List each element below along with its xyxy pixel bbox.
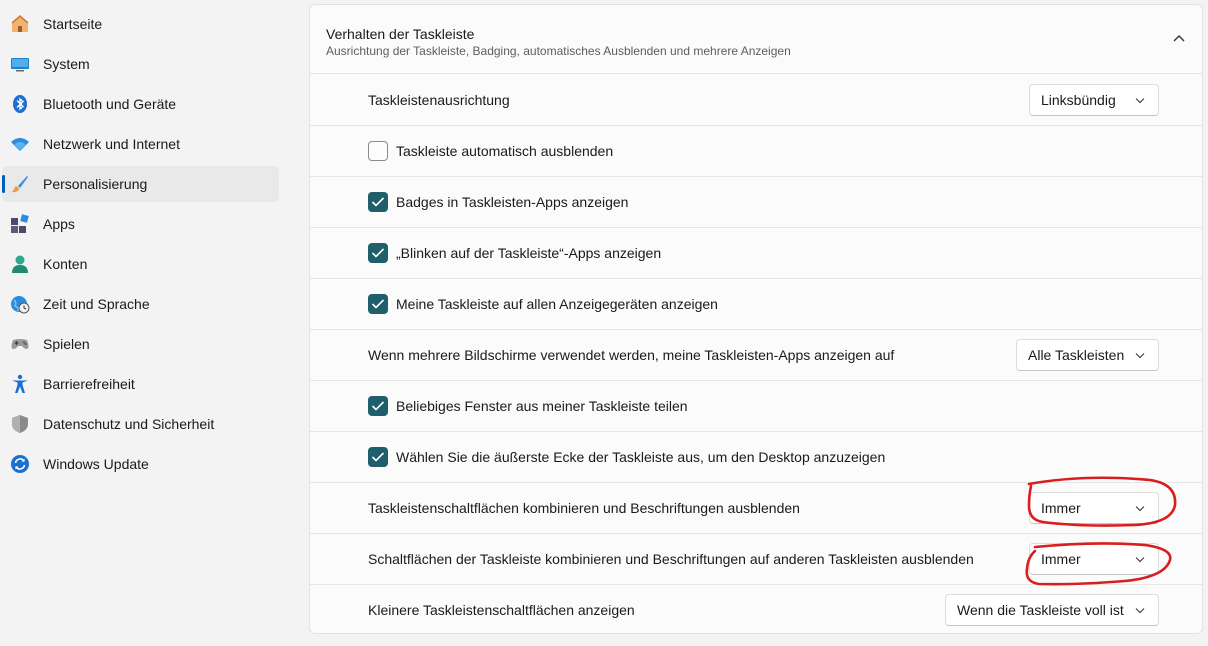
chevron-down-icon bbox=[1135, 607, 1145, 614]
shield-icon bbox=[10, 414, 30, 434]
sidebar-item-windows-update[interactable] bbox=[2, 446, 279, 482]
sidebar-item-label: Datenschutz und Sicherheit bbox=[43, 416, 215, 432]
accessibility-icon bbox=[10, 374, 30, 394]
brush-icon bbox=[10, 174, 30, 194]
sidebar-item-barrierefreiheit[interactable] bbox=[2, 366, 279, 402]
apps-icon bbox=[10, 214, 30, 234]
checkmark-icon bbox=[371, 298, 385, 310]
badges-checkbox[interactable] bbox=[368, 192, 388, 212]
section-subtitle: Ausrichtung der Taskleiste, Badging, automatisches Ausblenden und mehrere Anzeigen bbox=[326, 44, 791, 58]
sidebar-item-datenschutz[interactable] bbox=[2, 406, 279, 442]
corner-desktop-checkbox[interactable] bbox=[368, 447, 388, 467]
sidebar-item-apps[interactable] bbox=[2, 206, 279, 242]
chevron-down-icon bbox=[1135, 505, 1145, 512]
windows-update-icon bbox=[10, 454, 30, 474]
setting-row-corner-desktop bbox=[310, 432, 1202, 483]
setting-row-auto-hide bbox=[310, 126, 1202, 177]
sidebar-item-konten[interactable] bbox=[2, 246, 279, 282]
all-displays-checkbox[interactable] bbox=[368, 294, 388, 314]
dropdown-value: Wenn die Taskleiste voll ist bbox=[957, 602, 1124, 618]
sidebar-item-label: Bluetooth und Geräte bbox=[43, 96, 177, 112]
sidebar-item-label: Netzwerk und Internet bbox=[43, 136, 180, 152]
account-icon bbox=[10, 254, 30, 274]
setting-row-alignment bbox=[310, 75, 1202, 126]
checkmark-icon bbox=[371, 400, 385, 412]
sidebar-item-startseite[interactable] bbox=[2, 6, 279, 42]
setting-row-combine-other bbox=[310, 534, 1202, 585]
sidebar-item-label: Windows Update bbox=[43, 456, 149, 472]
combine-other-dropdown[interactable] bbox=[1029, 543, 1159, 575]
sidebar-item-label: Barrierefreiheit bbox=[43, 376, 135, 392]
setting-row-share-window bbox=[310, 381, 1202, 432]
sidebar-item-label: Zeit und Sprache bbox=[43, 296, 150, 312]
setting-label: Wählen Sie die äußerste Ecke der Taskleiste aus, um den Desktop anzuzeigen bbox=[396, 449, 886, 465]
flashing-checkbox[interactable] bbox=[368, 243, 388, 263]
sidebar-item-system[interactable] bbox=[2, 46, 279, 82]
setting-label: Wenn mehrere Bildschirme verwendet werden, meine Taskleisten-Apps anzeigen auf bbox=[368, 347, 895, 363]
setting-row-multi-monitor bbox=[310, 330, 1202, 381]
small-buttons-dropdown[interactable] bbox=[945, 594, 1159, 626]
sidebar-item-label: Konten bbox=[43, 256, 88, 272]
sidebar-item-spielen[interactable] bbox=[2, 326, 279, 362]
sidebar-item-bluetooth[interactable] bbox=[2, 86, 279, 122]
globe-clock-icon bbox=[10, 294, 30, 314]
sidebar-item-zeit[interactable] bbox=[2, 286, 279, 322]
home-icon bbox=[10, 14, 30, 34]
setting-label: Schaltflächen der Taskleiste kombinieren und Beschriftungen auf anderen Taskleisten ausblenden bbox=[368, 551, 974, 567]
sidebar-item-personalisierung[interactable] bbox=[2, 166, 279, 202]
chevron-down-icon bbox=[1135, 97, 1145, 104]
combine-dropdown[interactable] bbox=[1029, 492, 1159, 524]
setting-label: Beliebiges Fenster aus meiner Taskleiste teilen bbox=[396, 398, 688, 414]
auto-hide-checkbox[interactable] bbox=[368, 141, 388, 161]
sidebar-item-label: Apps bbox=[43, 216, 75, 232]
sidebar-item-label: System bbox=[43, 56, 90, 72]
dropdown-value: Alle Taskleisten bbox=[1028, 347, 1125, 363]
wifi-icon bbox=[10, 134, 30, 154]
dropdown-value: Immer bbox=[1041, 551, 1081, 567]
section-title: Verhalten der Taskleiste bbox=[326, 26, 475, 42]
sidebar-item-label: Startseite bbox=[43, 16, 103, 32]
sidebar-item-netzwerk[interactable] bbox=[2, 126, 279, 162]
setting-label: Taskleiste automatisch ausblenden bbox=[396, 143, 614, 159]
setting-row-flashing bbox=[310, 228, 1202, 279]
setting-label: Taskleistenausrichtung bbox=[368, 92, 510, 108]
sidebar-nav bbox=[0, 0, 290, 646]
setting-label: Taskleistenschaltflächen kombinieren und Beschriftungen ausblenden bbox=[368, 500, 800, 516]
chevron-up-icon[interactable] bbox=[1172, 33, 1186, 43]
setting-label: Badges in Taskleisten-Apps anzeigen bbox=[396, 194, 629, 210]
setting-label: „Blinken auf der Taskleiste“-Apps anzeigen bbox=[396, 245, 662, 261]
setting-label: Kleinere Taskleistenschaltflächen anzeigen bbox=[368, 602, 635, 618]
gamepad-icon bbox=[10, 334, 30, 354]
bluetooth-icon bbox=[10, 94, 30, 114]
multi-monitor-dropdown[interactable] bbox=[1016, 339, 1159, 371]
setting-row-small-buttons bbox=[310, 585, 1202, 634]
chevron-down-icon bbox=[1135, 352, 1145, 359]
share-window-checkbox[interactable] bbox=[368, 396, 388, 416]
setting-row-combine bbox=[310, 483, 1202, 534]
setting-row-badges bbox=[310, 177, 1202, 228]
alignment-dropdown[interactable] bbox=[1029, 84, 1159, 116]
sidebar-item-label: Spielen bbox=[43, 336, 90, 352]
chevron-down-icon bbox=[1135, 556, 1145, 563]
dropdown-value: Linksbündig bbox=[1041, 92, 1116, 108]
checkmark-icon bbox=[371, 247, 385, 259]
taskbar-behavior-panel bbox=[309, 4, 1203, 634]
checkmark-icon bbox=[371, 451, 385, 463]
setting-row-all-displays bbox=[310, 279, 1202, 330]
sidebar-item-label: Personalisierung bbox=[43, 176, 148, 192]
dropdown-value: Immer bbox=[1041, 500, 1081, 516]
system-monitor-icon bbox=[10, 54, 30, 74]
section-header[interactable] bbox=[310, 5, 1202, 74]
checkmark-icon bbox=[371, 196, 385, 208]
setting-label: Meine Taskleiste auf allen Anzeigegeräten anzeigen bbox=[396, 296, 718, 312]
